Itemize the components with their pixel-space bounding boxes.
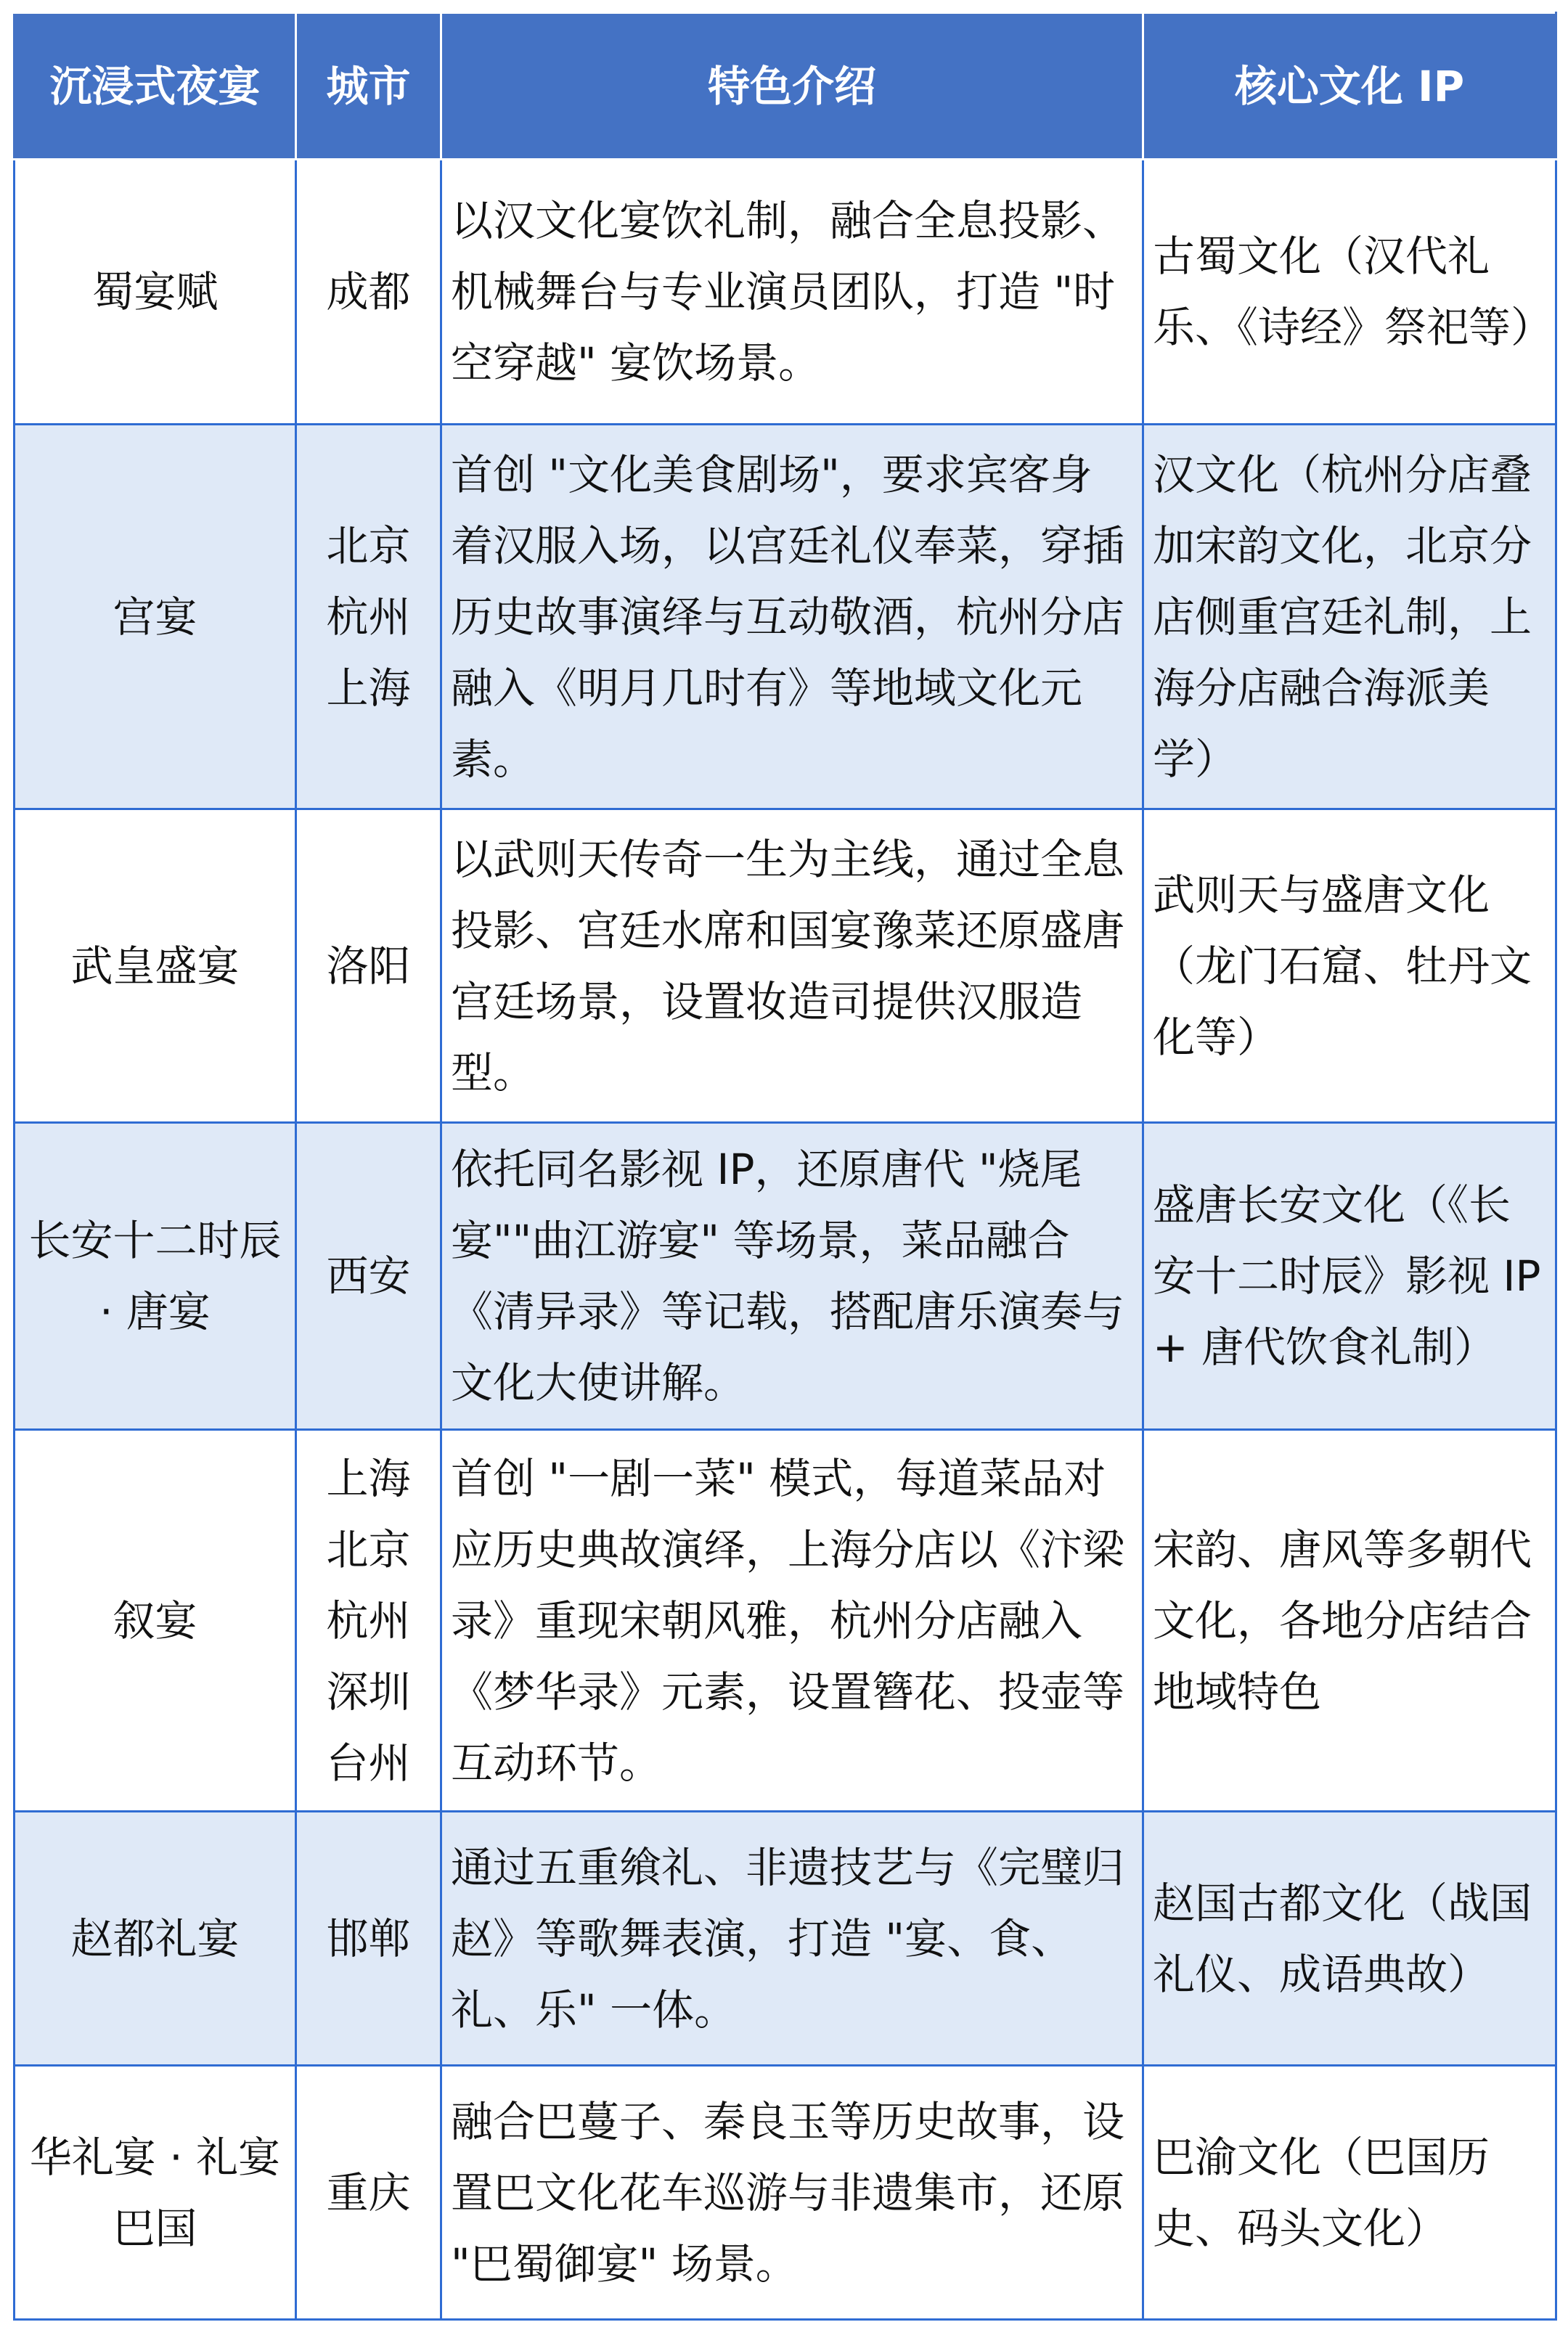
city: 重庆 [326,2167,411,2217]
city-cell [296,160,441,425]
feature-cell [441,1430,1143,1812]
header-ip-label: 核心文化 IP [1234,61,1465,111]
table-row [15,1812,1556,2066]
header-feature [441,13,1143,160]
feast-name-cell [15,1430,296,1812]
city-cell [296,1430,441,1812]
city: 洛阳 [326,941,411,991]
feast-name-cell [15,1812,296,2066]
table-row [15,1430,1556,1812]
feature: 以武则天传奇一生为主线，通过全息投影、宫廷水席和国宴豫菜还原盛唐宫廷场景，设置妆造司提供汉服造型。 [451,834,1125,1097]
ip-cell [1143,2066,1556,2320]
feature: 融合巴蔓子、秦良玉等历史故事，设置巴文化花车巡游与非遗集市，还原 "巴蜀御宴" 场景。 [451,2096,1125,2289]
header-feature-label: 特色介绍 [707,61,876,111]
feature-cell [441,2066,1143,2320]
feast-name: 武皇盛宴 [70,941,240,991]
ip-cell [1143,1812,1556,2066]
city-cell [296,1123,441,1430]
table-row [15,425,1556,809]
ip-cell [1143,160,1556,425]
table-row [15,160,1556,425]
city: 北京 杭州 上海 [326,520,411,713]
header-city [296,13,441,160]
feast-name-cell [15,2066,296,2320]
feast-table [13,12,1557,2321]
city: 西安 [326,1251,411,1301]
ip-cell [1143,425,1556,809]
ip-cell [1143,809,1556,1123]
feature: 通过五重飨礼、非遗技艺与《完璧归赵》等歌舞表演，打造 "宴、食、礼、乐" 一体。 [451,1842,1125,2035]
feast-name-cell [15,1123,296,1430]
feature: 依托同名影视 IP，还原唐代 "烧尾宴""曲江游宴" 等场景，菜品融合《清异录》等记载，搭配唐乐演奏与文化大使讲解。 [451,1145,1125,1407]
feast-name: 华礼宴 · 礼宴巴国 [29,2132,281,2253]
city: 邯郸 [326,1913,411,1963]
city: 上海 北京 杭州 深圳 台州 [326,1453,411,1788]
culture-ip: 汉文化（杭州分店叠加宋韵文化，北京分店侧重宫廷礼制，上海分店融合海派美学） [1153,449,1532,784]
feature-cell [441,1123,1143,1430]
culture-ip: 古蜀文化（汉代礼乐、《诗经》祭祀等） [1153,232,1553,352]
city-cell [296,1812,441,2066]
feast-name: 宫宴 [113,592,197,642]
header-feast-label: 沉浸式夜宴 [49,61,261,111]
feature: 首创 "一剧一菜" 模式，每道菜品对应历史典故演绎，上海分店以《汴梁录》重现宋朝风雅，杭州分店融入《梦华录》元素，设置簪花、投壶等互动环节。 [451,1453,1125,1788]
city: 成都 [326,267,411,316]
table-row [15,2066,1556,2320]
header-feast [15,13,296,160]
ip-cell [1143,1430,1556,1812]
city-cell [296,809,441,1123]
table-row [15,1123,1556,1430]
feast-name: 长安十二时辰 · 唐宴 [28,1216,282,1336]
culture-ip: 宋韵、唐风等多朝代文化，各地分店结合地域特色 [1153,1524,1532,1717]
header-city-label: 城市 [326,61,411,111]
feast-name: 赵都礼宴 [70,1913,240,1963]
feature: 首创 "文化美食剧场"，要求宾客身着汉服入场，以宫廷礼仪奉菜，穿插历史故事演绎与互动敬酒，杭州分店融入《明月几时有》等地域文化元素。 [451,449,1125,784]
feature-cell [441,425,1143,809]
feature: 以汉文化宴饮礼制，融合全息投影、机械舞台与专业演员团队，打造 "时空穿越" 宴饮场景。 [451,196,1125,388]
feast-name-cell [15,160,296,425]
feature-cell [441,809,1143,1123]
header-row [15,13,1556,160]
culture-ip: 赵国古都文化（战国礼仪、成语典故） [1153,1878,1532,1999]
header-ip [1143,13,1556,160]
culture-ip: 巴渝文化（巴国历史、码头文化） [1153,2132,1490,2253]
city-cell [296,2066,441,2320]
culture-ip: 盛唐长安文化（《长安十二时辰》影视 IP + 唐代饮食礼制） [1153,1180,1541,1372]
feast-name: 叙宴 [113,1595,197,1646]
feast-name-cell [15,809,296,1123]
ip-cell [1143,1123,1556,1430]
city-cell [296,425,441,809]
feature-cell [441,160,1143,425]
feast-name: 蜀宴赋 [91,267,219,316]
feast-name-cell [15,425,296,809]
culture-ip: 武则天与盛唐文化（龙门石窟、牡丹文化等） [1153,870,1532,1062]
table-row [15,809,1556,1123]
feature-cell [441,1812,1143,2066]
